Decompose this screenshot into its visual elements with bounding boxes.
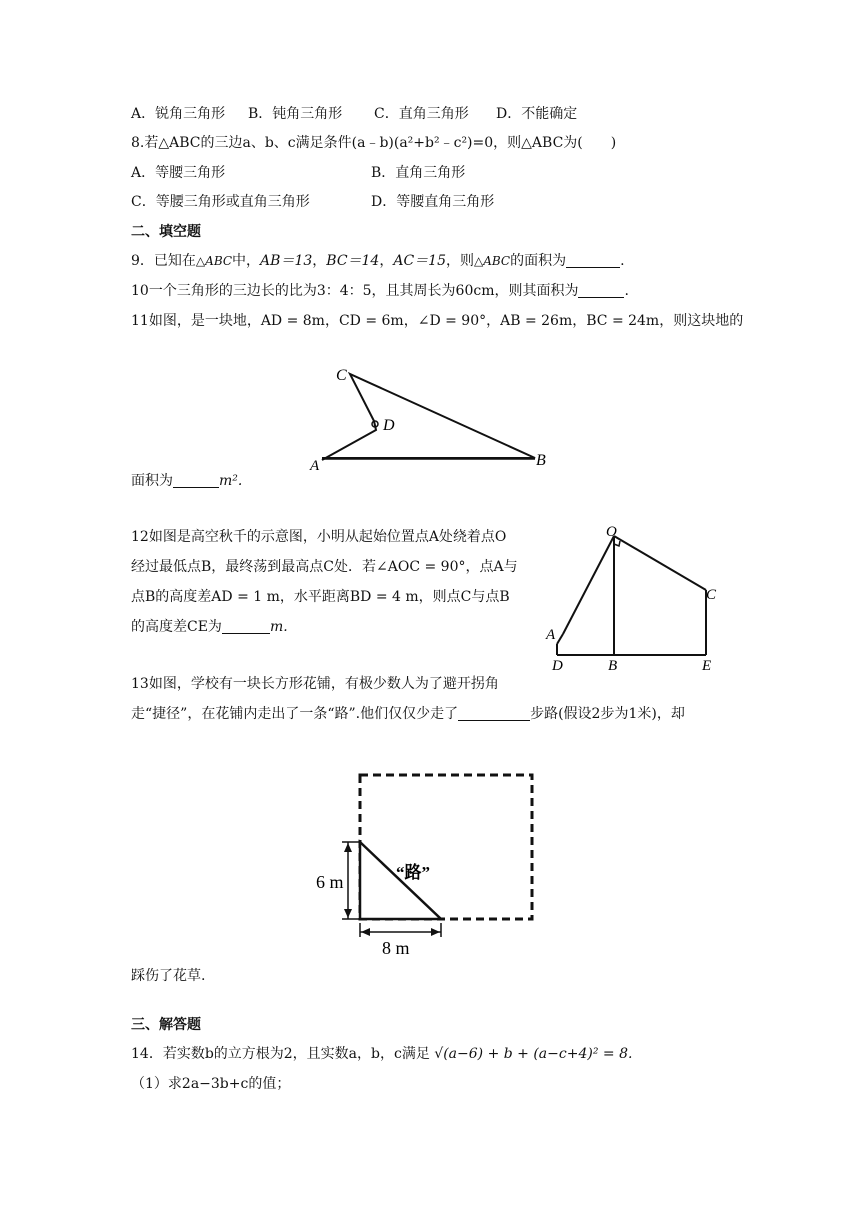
q9-bc: BC＝14 — [326, 253, 380, 269]
fig13-arrow-left — [361, 928, 370, 936]
q10-answer-blank[interactable] — [578, 283, 624, 298]
q11-after: 面积为 — [131, 473, 173, 489]
q12-line-3: 点B的高度差AD = 1 m，水平距离BD = 4 m，则点C与点B — [131, 589, 510, 605]
q14-formula: √(a−6) + b + (a−c+4)² = 8. — [434, 1046, 633, 1062]
fig12-label-c: C — [706, 587, 717, 603]
q8-options-row2 — [131, 192, 494, 212]
fig13-arrow-right — [431, 928, 440, 936]
fig13-width-label: 8 m — [382, 938, 410, 958]
q7-option-b: B．钝角三角形 — [248, 106, 343, 122]
q13-answer-blank[interactable] — [458, 706, 530, 721]
q9-mid: 中， — [232, 253, 261, 269]
q9-prefix: 9．已知在 — [131, 253, 196, 269]
fig12-label-d: D — [552, 658, 563, 674]
section-fill-blank-title: 二、填空题 — [131, 224, 201, 240]
q14-stem: 14．若实数b的立方根为2，且实数a，b，c满足 — [131, 1046, 430, 1062]
q9-answer-blank[interactable] — [566, 253, 620, 268]
q11-text: 11如图，是一块地，AD = 8m，CD = 6m，∠D = 90°，AB = 26m，BC = 24m，则这块地的 — [131, 313, 744, 329]
fig11-label-d: D — [383, 417, 395, 434]
q9-triangle: △ABC — [195, 254, 233, 268]
q7-option-c: C．直角三角形 — [374, 106, 469, 122]
q12-line-4-text: 的高度差CE为 — [131, 619, 222, 635]
q11-tail — [131, 471, 242, 491]
fig11-label-b: B — [536, 452, 546, 469]
q13-line-2 — [131, 704, 685, 724]
fig12-oa — [563, 536, 614, 634]
q12-line-2: 经过最低点B，最终荡到最高点C处．若∠AOC = 90°，点A与 — [131, 559, 518, 575]
q12-answer-blank[interactable] — [222, 619, 270, 634]
fig12-label-b: B — [608, 658, 618, 674]
q8-option-d: D．等腰直角三角形 — [371, 194, 495, 210]
q8-stem: 8.若△ABC的三边a、b、c满足条件(a﹣b)(a²+b²﹣c²)=0，则△ABC为( ) — [131, 135, 617, 151]
q7-option-d: D．不能确定 — [496, 106, 578, 122]
fig13-arrow-up — [344, 843, 352, 852]
q8-option-a: A．等腰三角形 — [131, 165, 226, 181]
q12-line-4 — [131, 617, 288, 637]
q13-line-1: 13如图，学校有一块长方形花铺，有极少数人为了避开拐角 — [131, 676, 499, 692]
q14-stem-line — [131, 1044, 632, 1064]
figure-q12-swing — [540, 522, 730, 674]
q7-option-a: A．锐角三角形 — [131, 106, 226, 122]
q13-line-2b: 步路(假设2步为1米)，却 — [530, 706, 685, 722]
q9: 9．已知在△ABC中，AB＝13，BC＝14，AC＝15，则△ABC的面积为 . — [131, 253, 625, 269]
fig11-quadrilateral — [322, 374, 535, 460]
q12-end: m. — [269, 619, 288, 635]
fig12-label-e: E — [702, 658, 712, 674]
q9-end: . — [620, 253, 625, 269]
q8-options-row1 — [131, 163, 465, 183]
q14-part1: （1）求2a−3b+c的值； — [131, 1076, 291, 1092]
q8-option-b: B．直角三角形 — [371, 165, 466, 181]
fig13-arrow-down — [344, 909, 352, 918]
q11-unit: m². — [219, 473, 243, 489]
q13-after: 踩伤了花草. — [131, 968, 206, 984]
fig13-height-label: 6 m — [316, 872, 344, 892]
q9-suffix: 的面积为 — [510, 253, 567, 269]
q9-triangle-2: △ABC — [473, 254, 511, 268]
q10: 10一个三角形的三边长的比为3：4：5，且其周长为60cm，则其面积为 . — [131, 283, 629, 299]
figure-q11-land — [300, 358, 570, 476]
fig12-label-o: O — [606, 524, 617, 540]
q8-option-c: C．等腰三角形或直角三角形 — [131, 194, 310, 210]
fig12-a-link — [557, 634, 563, 644]
fig11-label-a: A — [310, 458, 320, 474]
fig11-label-c: C — [336, 367, 347, 384]
q13-line-2a: 走“捷径”，在花铺内走出了一条“路”.他们仅仅少走了 — [131, 706, 459, 722]
fig12-label-a: A — [546, 627, 556, 643]
fig13-road-label: “路” — [396, 863, 430, 882]
q11-answer-blank[interactable] — [173, 473, 219, 488]
q9-then: ，则 — [445, 253, 474, 269]
q9-ac: AC＝15 — [393, 253, 446, 269]
figure-q13-flowerbed — [310, 765, 545, 960]
q12-line-1: 12如图是高空秋千的示意图，小明从起始位置点A处绕着点O — [131, 529, 507, 545]
q9-ab: AB＝13 — [260, 253, 313, 269]
q7-options — [131, 104, 577, 124]
section-answer-title: 三、解答题 — [131, 1017, 201, 1033]
fig12-oc — [614, 536, 706, 590]
q10-text: 10一个三角形的三边长的比为3：4：5，且其周长为60cm，则其面积为 — [131, 283, 579, 299]
